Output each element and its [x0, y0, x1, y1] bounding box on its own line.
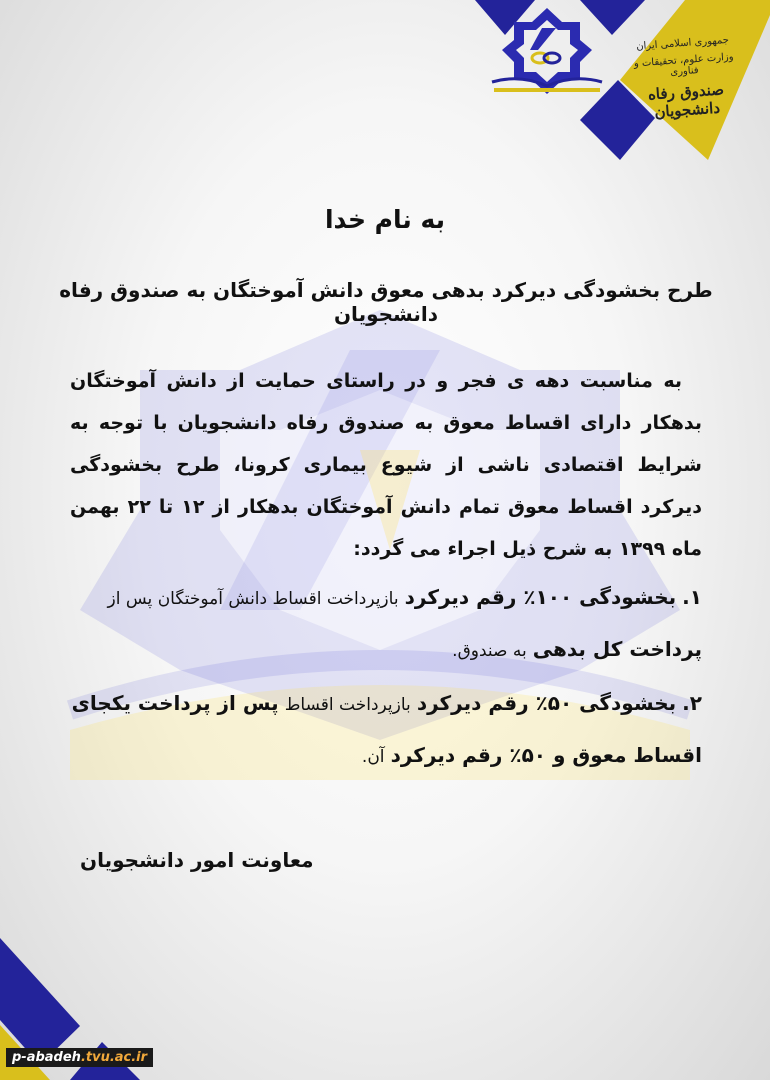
item-number: ۲. [682, 691, 702, 715]
item-text: بازپرداخت اقساط دانش آموختگان پس از [107, 589, 399, 609]
ministry-emblem [617, 34, 752, 124]
signature: معاونت امور دانشجویان [80, 848, 314, 872]
item-bold-text: بخشودگی ۵۰٪ رقم دیرکرد [416, 691, 677, 715]
item-text: به صندوق. [452, 641, 527, 661]
emblem-line: جمهوری اسلامی ایران [635, 34, 730, 53]
list-item [70, 572, 702, 676]
list-item [70, 678, 702, 782]
item-bold-text: پس از پرداخت یکجای اقساط معوق و ۵۰٪ رقم دیرکرد [71, 691, 702, 767]
item-bold-text: پرداخت کل بدهی [532, 637, 702, 661]
item-bold-text: بخشودگی ۱۰۰٪ رقم دیرکرد [404, 585, 677, 609]
emblem-line: صندوق رفاه دانشجویان [647, 80, 725, 122]
intro-paragraph: به مناسبت دهه ی فجر و در راستای حمایت از دانش آموختگان بدهکار دارای اقساط معوق به صندوق رفاه دانشجویان با توجه به شرایط اقتصادی ناشی از شیوع بیماری کرونا، طرح بخشودگی دیرکرد اقساط معوق تمام دانش آموختگان بدهکار از ۱۲ تا ۲۲ بهمن ماه ۱۳۹۹ به شرح ذیل اجراء می گردد: [70, 370, 702, 560]
site-prefix: p-abadeh [12, 1050, 81, 1065]
site-suffix: .tvu.ac.ir [80, 1050, 148, 1065]
item-text: بازپرداخت اقساط [284, 695, 411, 715]
document-subtitle: طرح بخشودگی دیرکرد بدهی معوق دانش آموختگان به صندوق رفاه دانشجویان [59, 278, 713, 326]
item-text: آن. [361, 747, 385, 767]
item-number: ۱. [682, 585, 702, 609]
emblem-line: وزارت علوم، تحقیقات و فناوری [633, 51, 734, 78]
site-watermark[interactable] [6, 1048, 153, 1067]
document-title: به نام خدا [324, 205, 446, 234]
